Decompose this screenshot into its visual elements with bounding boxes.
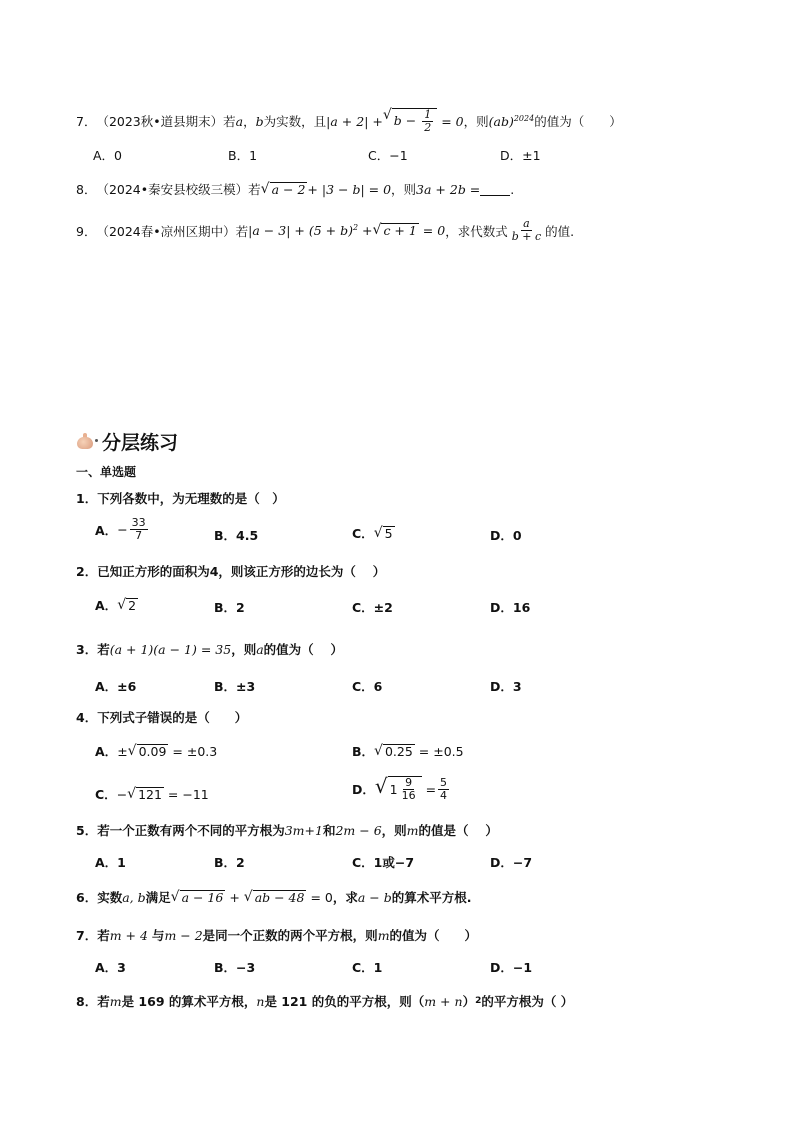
question-4: 4． 下列式子错误的是（ ） [76, 710, 248, 725]
option-b: B．±3 [214, 679, 256, 694]
option-b: B．−3 [214, 960, 256, 975]
option-a: A． − $\frac{33}{7}$ [95, 516, 146, 543]
fraction-expression: $\frac{a}{b + c}$ [511, 217, 542, 244]
section-title: 分层练习 [102, 432, 179, 454]
question-source: （2024春•凉州区期中） [96, 223, 236, 239]
top-q9: 9． （2024春•凉州区期中） 若 $|a - 3| + (5 + b)^2$ + √ c + 1 = 0 ，求代数式 $\frac{a}{b + c}$ 的值. [76, 217, 575, 244]
option-c: C． − √ 121 = −11 [95, 785, 209, 802]
subsection-title: 一、单选题 [76, 465, 137, 479]
question-8: 8． 若 m 是 169 的算术平方根， n 是 121 的负的平方根，则（ m + n ） 2 的平方根为（ ） [76, 993, 574, 1009]
option-c: C．6 [352, 679, 383, 694]
option-d: D．±1 [500, 148, 541, 163]
question-source: （2024•秦安县校级三模） [96, 182, 249, 197]
option-b: B．4.5 [214, 528, 259, 543]
question-5: 5． 若一个正数有两个不同的平方根为 3m+1 和 2m − 6 ，则 m 的值是（ ） [76, 822, 498, 838]
option-d: D．0 [490, 528, 522, 543]
question-1: 1． 下列各数中，为无理数的是（ ） [76, 491, 285, 506]
option-d: D．−7 [490, 855, 533, 870]
question-number: 8． [76, 182, 97, 197]
option-a: A． √ 2 [95, 596, 137, 613]
option-a: A． ± √ 0.09 = ±0.3 [95, 742, 218, 759]
option-d: D．−1 [490, 960, 533, 975]
option-c: C．±2 [352, 600, 393, 615]
question-6: 6． 实数 a, b 满足 √ a − 16 + √ ab − 48 = 0 ，求 a − b 的算术平方根. [76, 888, 472, 905]
option-a: A．±6 [95, 679, 137, 694]
top-q7: 7． （2023秋•道县期末） 若 a ， b 为实数，且 |a + 2| + √ b − $\frac{1}{2}$ = 0 ，则 (ab)$^{2024}$ 的值为（ ） [76, 107, 622, 135]
option-b: B．2 [214, 855, 245, 870]
question-source: （2023秋•道县期末） [96, 114, 224, 130]
answer-blank[interactable] [480, 183, 510, 196]
top-q8: 8． （2024•秦安县校级三模） 若 √ a − 2 + |3 − b| = 0 ，则 3a + 2b = . [76, 180, 515, 197]
option-c: C．1或−7 [352, 855, 415, 870]
option-a: A．0 [93, 148, 123, 163]
question-2: 2． 已知正方形的面积为4，则该正方形的边长为（ ） [76, 564, 386, 579]
option-c: C．−1 [368, 148, 408, 163]
math-expression: |a + 2| + [326, 113, 383, 129]
question-7: 7． 若 m + 4 与 m − 2 是同一个正数的两个平方根，则 m 的值为（ ） [76, 927, 478, 943]
option-d: D． √ 1 $\frac{9}{16}$ = $\frac{5}{4}$ [352, 774, 448, 803]
question-number: 7． [76, 114, 97, 130]
fraction-expression: $\frac{33}{7}$ [131, 516, 146, 543]
sqrt-expression: √ b − $\frac{1}{2}$ [383, 108, 437, 134]
section-header [76, 428, 178, 455]
sqrt-expression: √ a − 2 [260, 180, 306, 197]
option-b: B．1 [228, 148, 258, 163]
sqrt-expression: √ c + 1 [372, 222, 417, 239]
hand-icon [76, 433, 96, 451]
option-b: B．2 [214, 600, 245, 615]
option-a: A．3 [95, 960, 126, 975]
question-number: 9． [76, 223, 97, 239]
option-d: D．16 [490, 600, 531, 615]
option-d: D．3 [490, 679, 522, 694]
option-b: B． √ 0.25 = ±0.5 [352, 742, 464, 759]
option-a: A．1 [95, 855, 126, 870]
option-c: C．1 [352, 960, 383, 975]
question-3: 3． 若 (a + 1)(a − 1) = 35 ，则 a 的值为（ ） [76, 641, 344, 657]
option-c: C． √ 5 [352, 524, 393, 541]
